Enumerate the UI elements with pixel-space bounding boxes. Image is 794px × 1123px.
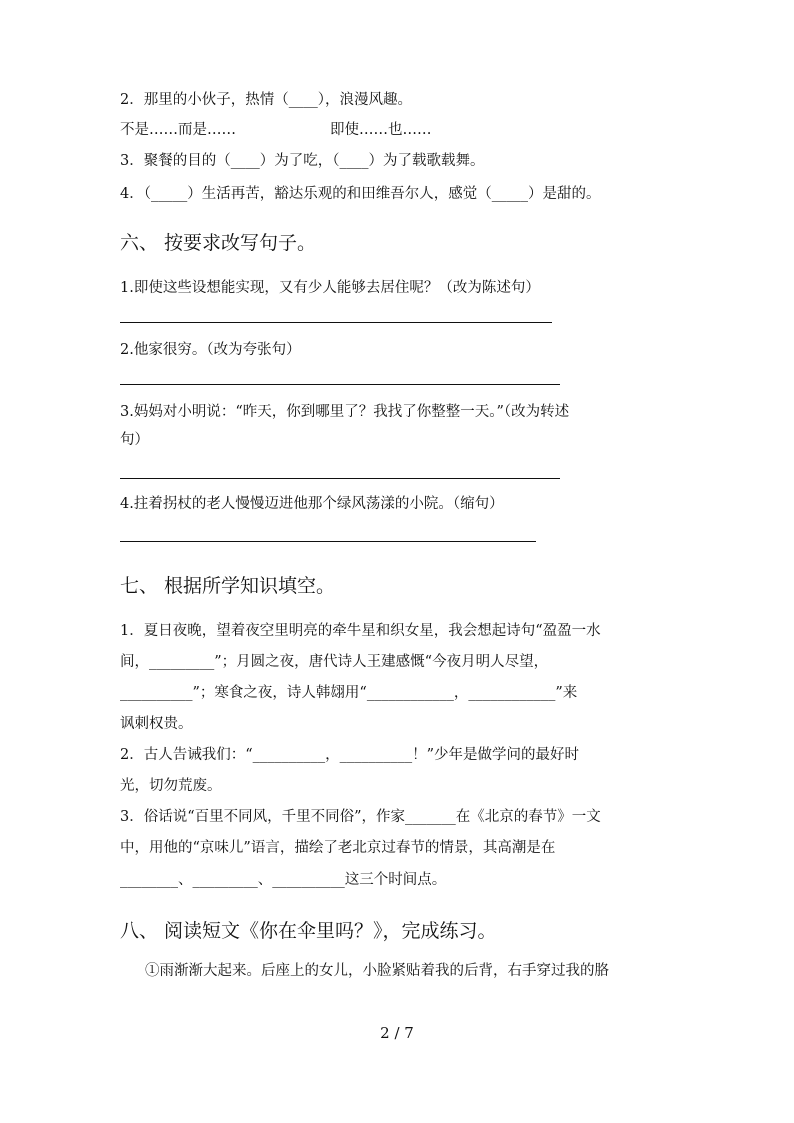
page-number: 2 / 7 [380, 1024, 414, 1042]
section-6-title: 六、 按要求改写句子。 [120, 232, 317, 254]
section-6-q4: 4.拄着拐杖的老人慢慢迈进他那个绿风荡漾的小院。（缩句） [120, 496, 504, 512]
item-4-line: 4．（_____）生活再苦，豁达乐观的和田维吾尔人，感觉（_____）是甜的。 [120, 186, 601, 202]
section-6-q3-cont: 句） [120, 432, 149, 448]
section-7-q2-line2: 光，切勿荒废。 [120, 778, 222, 794]
item-2-line: 2．那里的小伙子，热情（____），浪漫风趣。 [120, 92, 412, 108]
section-8-title: 八、 阅读短文《你在伞里吗？》，完成练习。 [120, 920, 497, 942]
section-7-q1-line4: 讽刺权贵。 [120, 716, 193, 732]
section-7-q3-line2: 中，用他的“京味儿”语言，描绘了老北京过春节的情景，其高潮是在 [120, 840, 556, 856]
section-7-q1-line1: 1．夏日夜晚，望着夜空里明亮的牵牛星和织女星，我会想起诗句“盈盈一水 [120, 623, 601, 639]
answer-line-6-1[interactable] [120, 322, 552, 323]
answer-line-6-3[interactable] [120, 478, 560, 479]
option-buqi-erqi: 不是……而是…… [120, 122, 236, 138]
section-6-q2: 2.他家很穷。（改为夸张句） [120, 342, 301, 358]
section-7-q1-line2: 间，_________”；月圆之夜，唐代诗人王建感慨“今夜月明人尽望， [120, 654, 549, 670]
section-6-q3: 3.妈妈对小明说：“昨天，你到哪里了？我找了你整整一天。”（改为转述 [120, 404, 570, 420]
section-7-q3-line3: ________、_________、__________这三个时间点。 [120, 872, 447, 888]
section-7-q2-line1: 2．古人告诫我们：“__________，__________！”少年是做学问的最好时 [120, 747, 580, 763]
section-7-q1-line3: __________”；寒食之夜，诗人韩翃用“____________，____________”来 [120, 685, 578, 701]
option-jishi-ye: 即使……也…… [330, 122, 432, 138]
passage-paragraph-1: ①雨渐渐大起来。后座上的女儿，小脸紧贴着我的后背，右手穿过我的胳 [145, 963, 609, 979]
section-7-title: 七、 根据所学知识填空。 [120, 575, 336, 597]
section-7-q3-line1: 3．俗话说“百里不同风，千里不同俗”，作家_______在《北京的春节》一文 [120, 809, 601, 825]
item-3-line: 3．聚餐的目的（____）为了吃，（____）为了载歌载舞。 [120, 153, 485, 169]
answer-line-6-4[interactable] [120, 541, 536, 542]
answer-line-6-2[interactable] [120, 384, 560, 385]
section-6-q1: 1.即使这些设想能实现，又有少人能够去居住呢？（改为陈述句） [120, 280, 540, 296]
